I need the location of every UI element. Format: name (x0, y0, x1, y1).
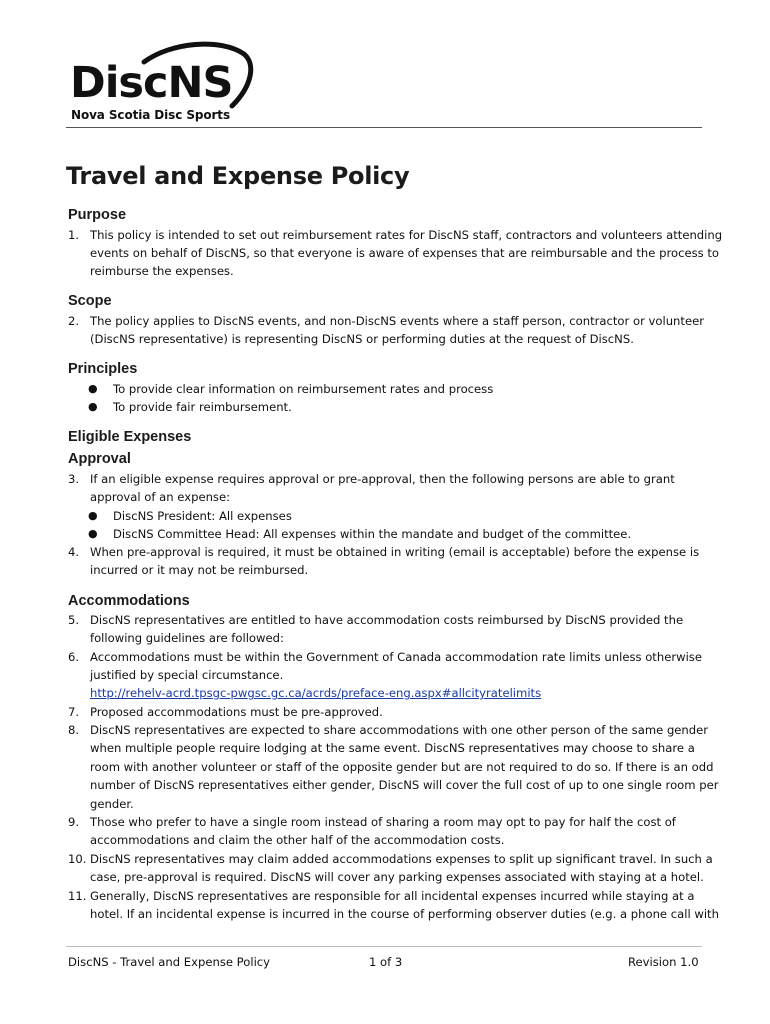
list-item-line: accommodations and claim the other half of the accommodation costs. (90, 833, 505, 847)
list-item-line: hotel. If an incidental expense is incurred in the course of performing observer duties (e.g. a phone call with (90, 907, 719, 921)
heading-principles: Principles (68, 361, 138, 377)
item-number: 5. (68, 613, 80, 627)
list-item-line: DiscNS representatives may claim added accommodations expenses to split up significant travel. In such a (90, 852, 713, 866)
heading-approval: Approval (68, 451, 131, 467)
list-item-line: To provide clear information on reimbursement rates and process (113, 382, 494, 396)
heading-eligible-expenses: Eligible Expenses (68, 429, 192, 445)
footer-page-number: 1 of 3 (369, 955, 403, 969)
list-item-line: approval of an expense: (90, 490, 231, 504)
header-divider (66, 127, 702, 128)
page-title: Travel and Expense Policy (66, 162, 410, 190)
bullet-icon: ● (88, 382, 98, 395)
list-item-line: case, pre-approval is required. DiscNS will cover any parking expenses associated with staying at a hotel. (90, 870, 704, 884)
heading-purpose: Purpose (68, 207, 127, 223)
item-number: 1. (68, 228, 80, 242)
bullet-icon: ● (88, 400, 98, 413)
logo-subtitle: Nova Scotia Disc Sports (71, 108, 230, 122)
list-item-line: reimburse the expenses. (90, 264, 234, 278)
list-item-line: room with another volunteer or staff of the opposite gender but are not required to do so. If there is an odd (90, 760, 714, 774)
footer-divider (66, 946, 702, 947)
list-item-line: Those who prefer to have a single room instead of sharing a room may opt to pay for half the cost of (90, 815, 676, 829)
list-item-line: The policy applies to DiscNS events, and non-DiscNS events where a staff person, contractor or volunteer (90, 314, 704, 328)
list-item-line: following guidelines are followed: (90, 631, 284, 645)
footer-document-name: DiscNS - Travel and Expense Policy (68, 955, 271, 969)
item-number: 8. (68, 723, 80, 737)
item-number: 3. (68, 472, 80, 486)
list-item-line: Accommodations must be within the Government of Canada accommodation rate limits unless otherwise (90, 650, 702, 664)
item-number: 9. (68, 815, 80, 829)
bullet-icon: ● (88, 527, 98, 540)
item-number: 7. (68, 705, 80, 719)
discns-logo (66, 40, 266, 125)
list-item-line: If an eligible expense requires approval or pre-approval, then the following persons are able to grant (90, 472, 675, 486)
list-item-line: justified by special circumstance. (90, 668, 284, 682)
list-item-line: events on behalf of DiscNS, so that everyone is aware of expenses that are reimbursable and the process to (90, 246, 719, 260)
list-item-line: gender. (90, 797, 134, 811)
list-item-line: To provide fair reimbursement. (113, 400, 292, 414)
list-item-line: Proposed accommodations must be pre-approved. (90, 705, 383, 719)
heading-accommodations: Accommodations (68, 593, 190, 609)
gc-accommodation-rates-link[interactable]: http://rehelv-acrd.tpsgc-pwgsc.gc.ca/acrds/preface-eng.aspx#allcityratelimits (90, 686, 542, 700)
list-item-line: When pre-approval is required, it must be obtained in writing (email is acceptable) before the expense is (90, 545, 700, 559)
footer-revision: Revision 1.0 (628, 955, 699, 969)
list-item-line: DiscNS President: All expenses (113, 509, 292, 523)
list-item-line: Generally, DiscNS representatives are responsible for all incidental expenses incurred while staying at a (90, 889, 695, 903)
list-item-line: when multiple people require lodging at the same event. DiscNS representatives may choose to share a (90, 741, 695, 755)
item-number: 2. (68, 314, 80, 328)
list-item-line: DiscNS representatives are entitled to have accommodation costs reimbursed by DiscNS provided the (90, 613, 684, 627)
list-item-line: DiscNS representatives are expected to share accommodations with one other person of the same gender (90, 723, 709, 737)
bullet-icon: ● (88, 509, 98, 522)
logo-word: DiscNS (70, 58, 233, 108)
item-number: 10. (68, 852, 87, 866)
list-item-line: (DiscNS representative) is representing DiscNS or performing duties at the request of DiscNS. (90, 332, 634, 346)
list-item-line: This policy is intended to set out reimbursement rates for DiscNS staff, contractors and volunteers attending (90, 228, 723, 242)
list-item-line: number of DiscNS representatives either gender, DiscNS will cover the full cost of up to one single room per (90, 778, 719, 792)
list-item-line: DiscNS Committee Head: All expenses within the mandate and budget of the committee. (113, 527, 632, 541)
item-number: 11. (68, 889, 87, 903)
item-number: 6. (68, 650, 80, 664)
item-number: 4. (68, 545, 80, 559)
heading-scope: Scope (68, 293, 112, 309)
list-item-line: incurred or it may not be reimbursed. (90, 563, 309, 577)
